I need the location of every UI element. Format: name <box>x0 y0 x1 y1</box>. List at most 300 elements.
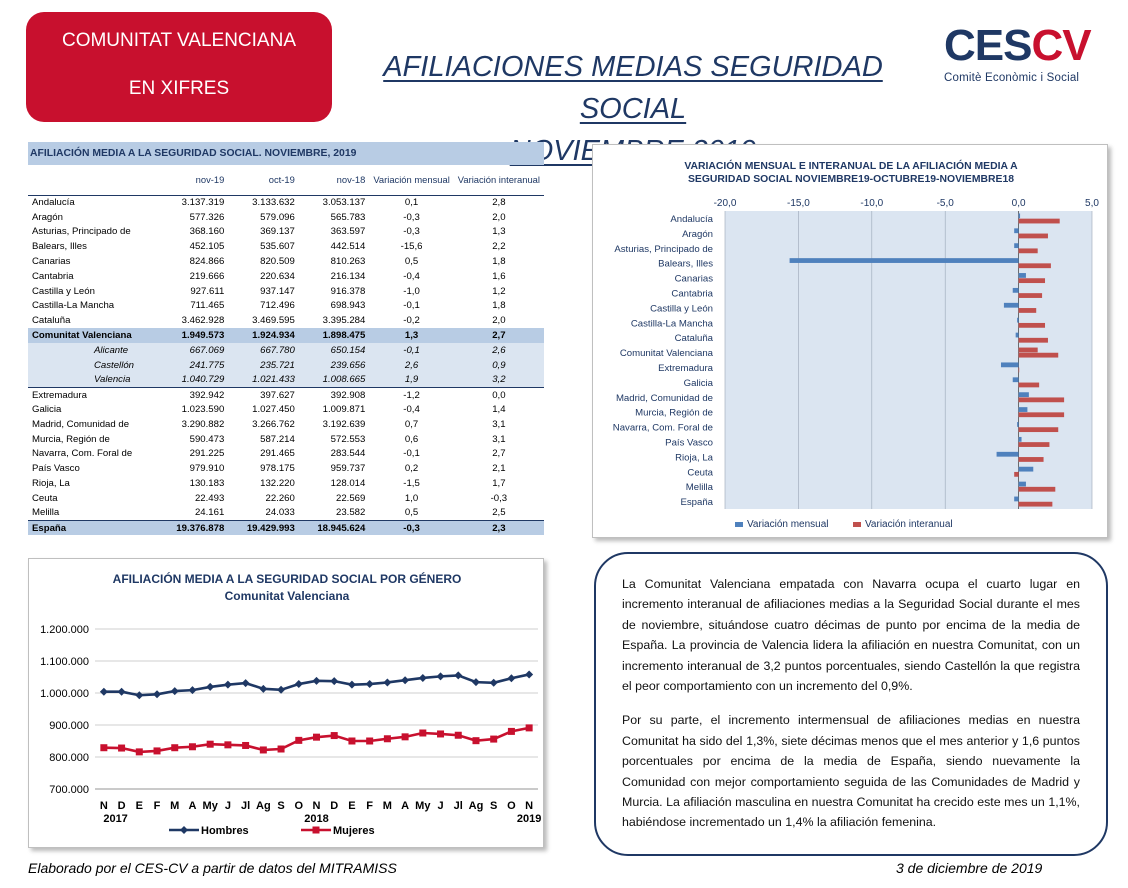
data-point <box>330 677 338 685</box>
y-tick-label: 1.200.000 <box>40 624 89 636</box>
x-tick-label: N <box>99 800 108 812</box>
table-row <box>28 447 544 462</box>
table-cell-name: Canarias <box>32 256 71 268</box>
data-point <box>384 735 391 742</box>
x-tick-label: A <box>188 800 197 812</box>
table-cell-v3: 216.134 <box>330 270 366 282</box>
x-tick-label: -5,0 <box>936 198 954 209</box>
table-cell-v1: 219.666 <box>189 270 225 282</box>
data-point <box>383 678 391 686</box>
x-tick-label: My <box>202 800 218 812</box>
legend-label: Variación interanual <box>865 519 953 530</box>
category-label: Aragón <box>682 228 713 240</box>
table-row <box>28 195 544 210</box>
table-cell-v3: 3.192.639 <box>322 418 366 430</box>
table-cell-v3: 1.898.475 <box>299 328 370 343</box>
data-point <box>525 670 533 678</box>
data-point <box>224 741 231 748</box>
data-point <box>295 737 302 744</box>
header-cell: nov-18 <box>299 165 370 195</box>
table-cell-v2: 1.021.433 <box>228 373 299 388</box>
table-cell-v2: 937.147 <box>260 285 295 297</box>
table-row <box>28 254 544 269</box>
category-label: Galicia <box>683 377 713 389</box>
table-row <box>28 461 544 476</box>
table-row <box>28 328 544 343</box>
header-cell: nov-19 <box>155 165 228 195</box>
data-point <box>295 680 303 688</box>
category-label: Ceuta <box>687 467 713 479</box>
table-row <box>28 521 544 536</box>
header-cell: Variación interanual <box>454 165 544 195</box>
table-cell-m: -0,1 <box>403 448 420 460</box>
table-cell-v1: 979.910 <box>189 463 225 475</box>
table-cell-name: Balears, Illes <box>32 241 87 253</box>
data-point <box>278 746 285 753</box>
bar-interanual <box>1019 293 1042 298</box>
category-label: Melilla <box>685 482 713 494</box>
table-cell-i: 1,7 <box>492 478 506 490</box>
table-cell-m: 1,3 <box>369 328 453 343</box>
category-label: Extremadura <box>658 362 713 374</box>
bar-mensual <box>1013 377 1019 382</box>
legend-label: Hombres <box>201 825 249 837</box>
table-cell-v3: 698.943 <box>330 300 366 312</box>
data-point <box>348 681 356 689</box>
table-cell-m: -0,2 <box>403 315 420 327</box>
table-cell-v2: 3.469.595 <box>252 315 295 327</box>
data-point <box>118 745 125 752</box>
bar-interanual <box>1019 353 1059 358</box>
table-row <box>28 417 544 432</box>
data-point <box>490 679 498 687</box>
table-cell-m: -15,6 <box>400 241 423 253</box>
data-point <box>437 672 445 680</box>
data-point <box>402 733 409 740</box>
table-row <box>28 239 544 254</box>
table-cell-m: 0,5 <box>404 507 419 519</box>
bar-mensual <box>1014 497 1018 502</box>
table-cell-v2: 220.634 <box>260 270 295 282</box>
bar-mensual <box>1019 467 1034 472</box>
table-cell-v2: 978.175 <box>260 463 295 475</box>
table-cell-v2: 587.214 <box>260 433 295 445</box>
table-cell-v1: 3.137.319 <box>181 197 225 209</box>
x-tick-label: F <box>153 800 161 812</box>
data-point <box>171 744 178 751</box>
table-cell-v2: 820.509 <box>260 256 295 268</box>
table-header-row <box>28 165 544 195</box>
table-cell-v1: 3.290.882 <box>181 418 225 430</box>
category-label: Murcia, Región de <box>635 407 713 419</box>
legend-swatch <box>853 522 861 527</box>
x-tick-label: A <box>401 800 410 812</box>
table-cell-v3: 810.263 <box>330 256 366 268</box>
data-point <box>472 737 479 744</box>
table-cell-i: 2,7 <box>454 328 544 343</box>
table-cell-i: 1,6 <box>492 270 506 282</box>
bar-interanual <box>1019 442 1050 447</box>
table-cell-v2: 291.465 <box>260 448 295 460</box>
bar-interanual <box>1019 397 1065 402</box>
x-tick-label: Ag <box>468 800 484 812</box>
table-row <box>28 387 544 402</box>
table-cell-i: 2,6 <box>454 343 544 358</box>
x-tick-label: -20,0 <box>713 198 737 209</box>
table-cell-v1: 711.465 <box>190 300 225 312</box>
table-cell-m: -0,4 <box>403 270 420 282</box>
bar-mensual <box>1019 348 1038 353</box>
data-point <box>206 683 214 691</box>
table-cell-name: Cataluña <box>32 315 71 327</box>
table-cell-m: -1,5 <box>403 478 420 490</box>
table-cell-i: 2,5 <box>492 507 506 519</box>
table-cell-m: 0,6 <box>404 433 419 445</box>
table-cell-v1: 22.493 <box>194 492 225 504</box>
bar-interanual <box>1019 278 1045 283</box>
data-point <box>472 678 480 686</box>
table-cell-v2: 579.096 <box>260 211 295 223</box>
x-tick-label: E <box>135 800 143 812</box>
table-cell-v2: 1.924.934 <box>228 328 299 343</box>
cescv-logo <box>944 21 1104 94</box>
table-cell-i: 3,1 <box>492 433 506 445</box>
logo-mark-ces: CES <box>944 21 1032 70</box>
table-cell-v3: 3.395.284 <box>322 315 366 327</box>
table-cell-v2: 3.266.762 <box>252 418 295 430</box>
table-cell-m: 0,5 <box>404 256 419 268</box>
table-cell-name: Valencia <box>28 373 155 388</box>
bar-interanual <box>1019 263 1051 268</box>
table-cell-v3: 572.553 <box>330 433 366 445</box>
table-cell-v3: 650.154 <box>299 343 370 358</box>
table-row <box>28 476 544 491</box>
logo-subtitle: Comitè Econòmic i Social <box>944 72 1080 84</box>
table-cell-v3: 565.783 <box>330 211 366 223</box>
table-cell-name: Extremadura <box>28 387 155 402</box>
data-point <box>331 732 338 739</box>
y-tick-label: 1.000.000 <box>40 688 89 700</box>
bar-interanual <box>1019 219 1060 224</box>
variation-chart-panel <box>592 144 1108 538</box>
table-row <box>28 299 544 314</box>
data-point <box>189 743 196 750</box>
table-cell-name: Aragón <box>32 211 63 223</box>
legend-label: Variación mensual <box>747 519 829 530</box>
table-cell-name: Galicia <box>32 404 62 416</box>
table-row <box>28 313 544 328</box>
table-cell-v2: 3.133.632 <box>252 197 295 209</box>
category-label: Cantabria <box>671 288 713 300</box>
table-cell-i: 2,3 <box>454 521 544 536</box>
data-point <box>419 674 427 682</box>
y-tick-label: 800.000 <box>49 752 89 764</box>
x-tick-label: N <box>525 800 534 812</box>
table-cell-i: 2,8 <box>492 197 506 209</box>
table-cell-i: 0,0 <box>454 387 544 402</box>
x-tick-label: M <box>170 800 180 812</box>
bar-interanual <box>1019 487 1056 492</box>
category-label: Canarias <box>674 273 713 285</box>
data-point <box>507 674 515 682</box>
data-point <box>419 730 426 737</box>
gender-chart-panel <box>28 558 544 848</box>
data-point <box>454 671 462 679</box>
data-point <box>437 730 444 737</box>
data-point <box>100 688 108 696</box>
table-row <box>28 432 544 447</box>
data-point <box>224 681 232 689</box>
table-cell-name: Melilla <box>32 507 60 519</box>
table-cell-v2: 397.627 <box>228 387 299 402</box>
data-point <box>401 676 409 684</box>
table-row <box>28 225 544 240</box>
data-point <box>455 732 462 739</box>
data-point <box>508 728 515 735</box>
bar-mensual <box>1017 422 1018 427</box>
table-cell-v3: 1.009.871 <box>322 404 366 416</box>
year-label: 2018 <box>304 813 329 825</box>
bar-mensual <box>1019 273 1026 278</box>
x-tick-label: Jl <box>241 800 251 812</box>
legend-marker <box>313 827 320 834</box>
table-cell-m: 2,6 <box>369 358 453 373</box>
table-cell-m: -1,2 <box>369 387 453 402</box>
footer-date: 3 de diciembre de 2019 <box>896 860 1043 876</box>
bar-mensual <box>1016 333 1019 338</box>
data-point <box>242 742 249 749</box>
table-cell-name: Ceuta <box>32 492 58 504</box>
table-cell-name: Rioja, La <box>32 478 70 490</box>
table-row <box>28 269 544 284</box>
table-cell-m: -0,3 <box>369 521 453 536</box>
bar-mensual <box>1001 362 1019 367</box>
table-cell-v1: 1.023.590 <box>181 404 225 416</box>
gender-line-chart <box>29 559 545 849</box>
table-cell-name: Castellón <box>28 358 155 373</box>
legend-label: Mujeres <box>333 825 375 837</box>
bar-interanual <box>1019 234 1048 239</box>
x-tick-label: S <box>490 800 498 812</box>
table-cell-name: País Vasco <box>32 463 80 475</box>
category-label: Castilla y León <box>650 303 713 315</box>
category-label: País Vasco <box>665 437 713 449</box>
table-cell-name: Alicante <box>28 343 155 358</box>
y-tick-label: 1.100.000 <box>40 656 89 668</box>
bar-interanual <box>1019 368 1020 373</box>
table-cell-v1: 824.866 <box>189 256 225 268</box>
table-cell-v1: 667.069 <box>155 343 228 358</box>
table-cell-v1: 3.462.928 <box>181 315 225 327</box>
x-tick-label: 0,0 <box>1011 198 1026 209</box>
table-cell-name: Murcia, Región de <box>32 433 110 445</box>
header-cell: Variación mensual <box>369 165 453 195</box>
table-cell-v3: 1.008.665 <box>299 373 370 388</box>
table-cell-i: 2,0 <box>492 211 506 223</box>
bar-mensual <box>1019 482 1026 487</box>
table-row <box>28 506 544 521</box>
bar-mensual <box>790 258 1019 263</box>
logo-mark <box>944 21 1104 70</box>
header-cell: oct-19 <box>228 165 299 195</box>
table-cell-name: Castilla-La Mancha <box>32 300 115 312</box>
bar-mensual <box>1019 407 1028 412</box>
data-point <box>242 679 250 687</box>
affiliation-table <box>28 142 544 535</box>
data-point <box>313 734 320 741</box>
x-tick-label: J <box>437 800 444 812</box>
category-label: Navarra, Com. Foral de <box>612 422 713 434</box>
bar-interanual <box>1019 412 1065 417</box>
table-cell-i: 1,4 <box>492 404 506 416</box>
data-point <box>135 691 143 699</box>
table-cell-v3: 392.908 <box>299 387 370 402</box>
data-point <box>154 747 161 754</box>
table-cell-v2: 19.429.993 <box>228 521 299 536</box>
table-row <box>28 358 544 373</box>
table-row <box>28 402 544 417</box>
table-cell-v3: 3.053.137 <box>322 197 366 209</box>
category-label: Balears, Illes <box>658 258 713 270</box>
legend-swatch <box>735 522 743 527</box>
table-row <box>28 284 544 299</box>
table-row <box>28 491 544 506</box>
bar-mensual <box>1019 392 1029 397</box>
badge-line-1: COMUNITAT VALENCIANA <box>61 30 296 51</box>
x-tick-label: O <box>294 800 304 812</box>
x-tick-label: My <box>415 800 431 812</box>
table-cell-v2: 667.780 <box>228 343 299 358</box>
data-point <box>118 688 126 696</box>
table-cell-m: 0,1 <box>404 197 419 209</box>
chart-title: AFILIACIÓN MEDIA A LA SEGURIDAD SOCIAL POR GÉNERO <box>112 572 462 586</box>
x-tick-label: -15,0 <box>787 198 810 209</box>
table-cell-name: Cantabria <box>32 270 74 282</box>
table-cell-v1: 392.942 <box>155 387 228 402</box>
table-cell-v2: 132.220 <box>260 478 295 490</box>
table-cell-i: 1,3 <box>492 226 506 238</box>
table-cell-name: España <box>28 521 155 536</box>
table-cell-name: Navarra, Com. Foral de <box>32 448 133 460</box>
table-cell-m: 0,2 <box>404 463 419 475</box>
legend-marker <box>180 826 188 834</box>
table-cell-v1: 452.105 <box>189 241 225 253</box>
category-label: Madrid, Comunidad de <box>615 392 713 404</box>
data-point <box>490 736 497 743</box>
x-tick-label: S <box>277 800 285 812</box>
bar-mensual <box>997 452 1019 457</box>
bar-mensual <box>1019 213 1020 218</box>
category-label: Castilla-La Mancha <box>630 318 713 330</box>
category-label: Comunitat Valenciana <box>619 348 713 360</box>
table-cell-v3: 916.378 <box>330 285 366 297</box>
bar-mensual <box>1017 318 1018 323</box>
bar-interanual <box>1019 457 1044 462</box>
header-cell <box>28 165 155 195</box>
x-tick-label: M <box>382 800 392 812</box>
table-cell-m: 1,9 <box>369 373 453 388</box>
bar-interanual <box>1019 427 1059 432</box>
page-title-line-1: AFILIACIONES MEDIAS SEGURIDAD SOCIAL <box>383 51 883 125</box>
table-cell-v3: 22.569 <box>336 492 366 504</box>
table-row <box>28 343 544 358</box>
y-tick-label: 700.000 <box>49 784 89 796</box>
table-cell-i: 1,2 <box>492 285 506 297</box>
table-cell-i: -0,3 <box>490 492 508 504</box>
x-tick-label: Jl <box>453 800 463 812</box>
table-cell-i: 1,8 <box>492 256 506 268</box>
table-cell-i: 2,7 <box>492 448 506 460</box>
data-point <box>259 685 267 693</box>
x-tick-label: N <box>312 800 321 812</box>
table-cell-i: 2,2 <box>492 241 506 253</box>
table-cell-i: 3,2 <box>454 373 544 388</box>
chart-title-line: SEGURIDAD SOCIAL NOVIEMBRE19-OCTUBRE19-NOVIEMBRE18 <box>687 174 1015 185</box>
x-tick-label: D <box>117 800 126 812</box>
bar-interanual <box>1014 472 1018 477</box>
table-cell-i: 0,9 <box>454 358 544 373</box>
bar-interanual <box>1019 338 1048 343</box>
data-point <box>313 677 321 685</box>
table-cell-name: Asturias, Principado de <box>32 226 131 238</box>
table-row <box>28 210 544 225</box>
bar-mensual <box>1019 437 1022 442</box>
table-cell-m: -1,0 <box>403 285 420 297</box>
category-label: Andalucía <box>670 213 713 225</box>
table-cell-m: 1,0 <box>404 492 419 504</box>
table-cell-v1: 590.473 <box>189 433 225 445</box>
table-cell-v1: 24.161 <box>194 507 225 519</box>
table-row <box>28 373 544 388</box>
table-cell-v3: 239.656 <box>299 358 370 373</box>
bar-interanual <box>1019 502 1053 507</box>
badge-line-2: EN XIFRES <box>128 78 230 99</box>
bar-interanual <box>1019 323 1045 328</box>
x-tick-label: -10,0 <box>860 198 884 209</box>
category-label: España <box>680 497 713 509</box>
year-label: 2017 <box>103 813 128 825</box>
table-cell-i: 2,1 <box>492 463 506 475</box>
chart-title-line: VARIACIÓN MENSUAL E INTERANUAL DE LA AFILIACIÓN MEDIA A <box>684 161 1018 172</box>
x-tick-label: J <box>224 800 231 812</box>
table-cell-name: Madrid, Comunidad de <box>32 418 130 430</box>
category-label: Rioja, La <box>675 452 713 464</box>
table-cell-v2: 24.033 <box>265 507 295 519</box>
data-point <box>207 741 214 748</box>
table-cell-m: -0,4 <box>403 404 420 416</box>
x-tick-label: Ag <box>256 800 271 812</box>
table-cell-v2: 712.496 <box>260 300 295 312</box>
data-point <box>153 690 161 698</box>
table-cell-m: -0,1 <box>403 300 420 312</box>
year-label: 2019 <box>516 813 542 825</box>
x-tick-label: E <box>348 800 356 812</box>
table-cell-v3: 18.945.624 <box>299 521 370 536</box>
table-cell-v3: 363.597 <box>330 226 366 238</box>
table-cell-i: 2,0 <box>492 315 506 327</box>
x-tick-label: O <box>507 800 516 812</box>
data-point <box>366 680 374 688</box>
data-point <box>260 746 267 753</box>
table-cell-v1: 927.611 <box>190 285 225 297</box>
x-tick-label: 5,0 <box>1085 198 1099 209</box>
table-cell-v2: 369.137 <box>260 226 295 238</box>
table-cell-v3: 959.737 <box>330 463 366 475</box>
table-cell-v1: 577.326 <box>189 211 225 223</box>
data-point <box>526 724 533 731</box>
bar-mensual <box>1014 243 1018 248</box>
table-cell-i: 3,1 <box>492 418 506 430</box>
